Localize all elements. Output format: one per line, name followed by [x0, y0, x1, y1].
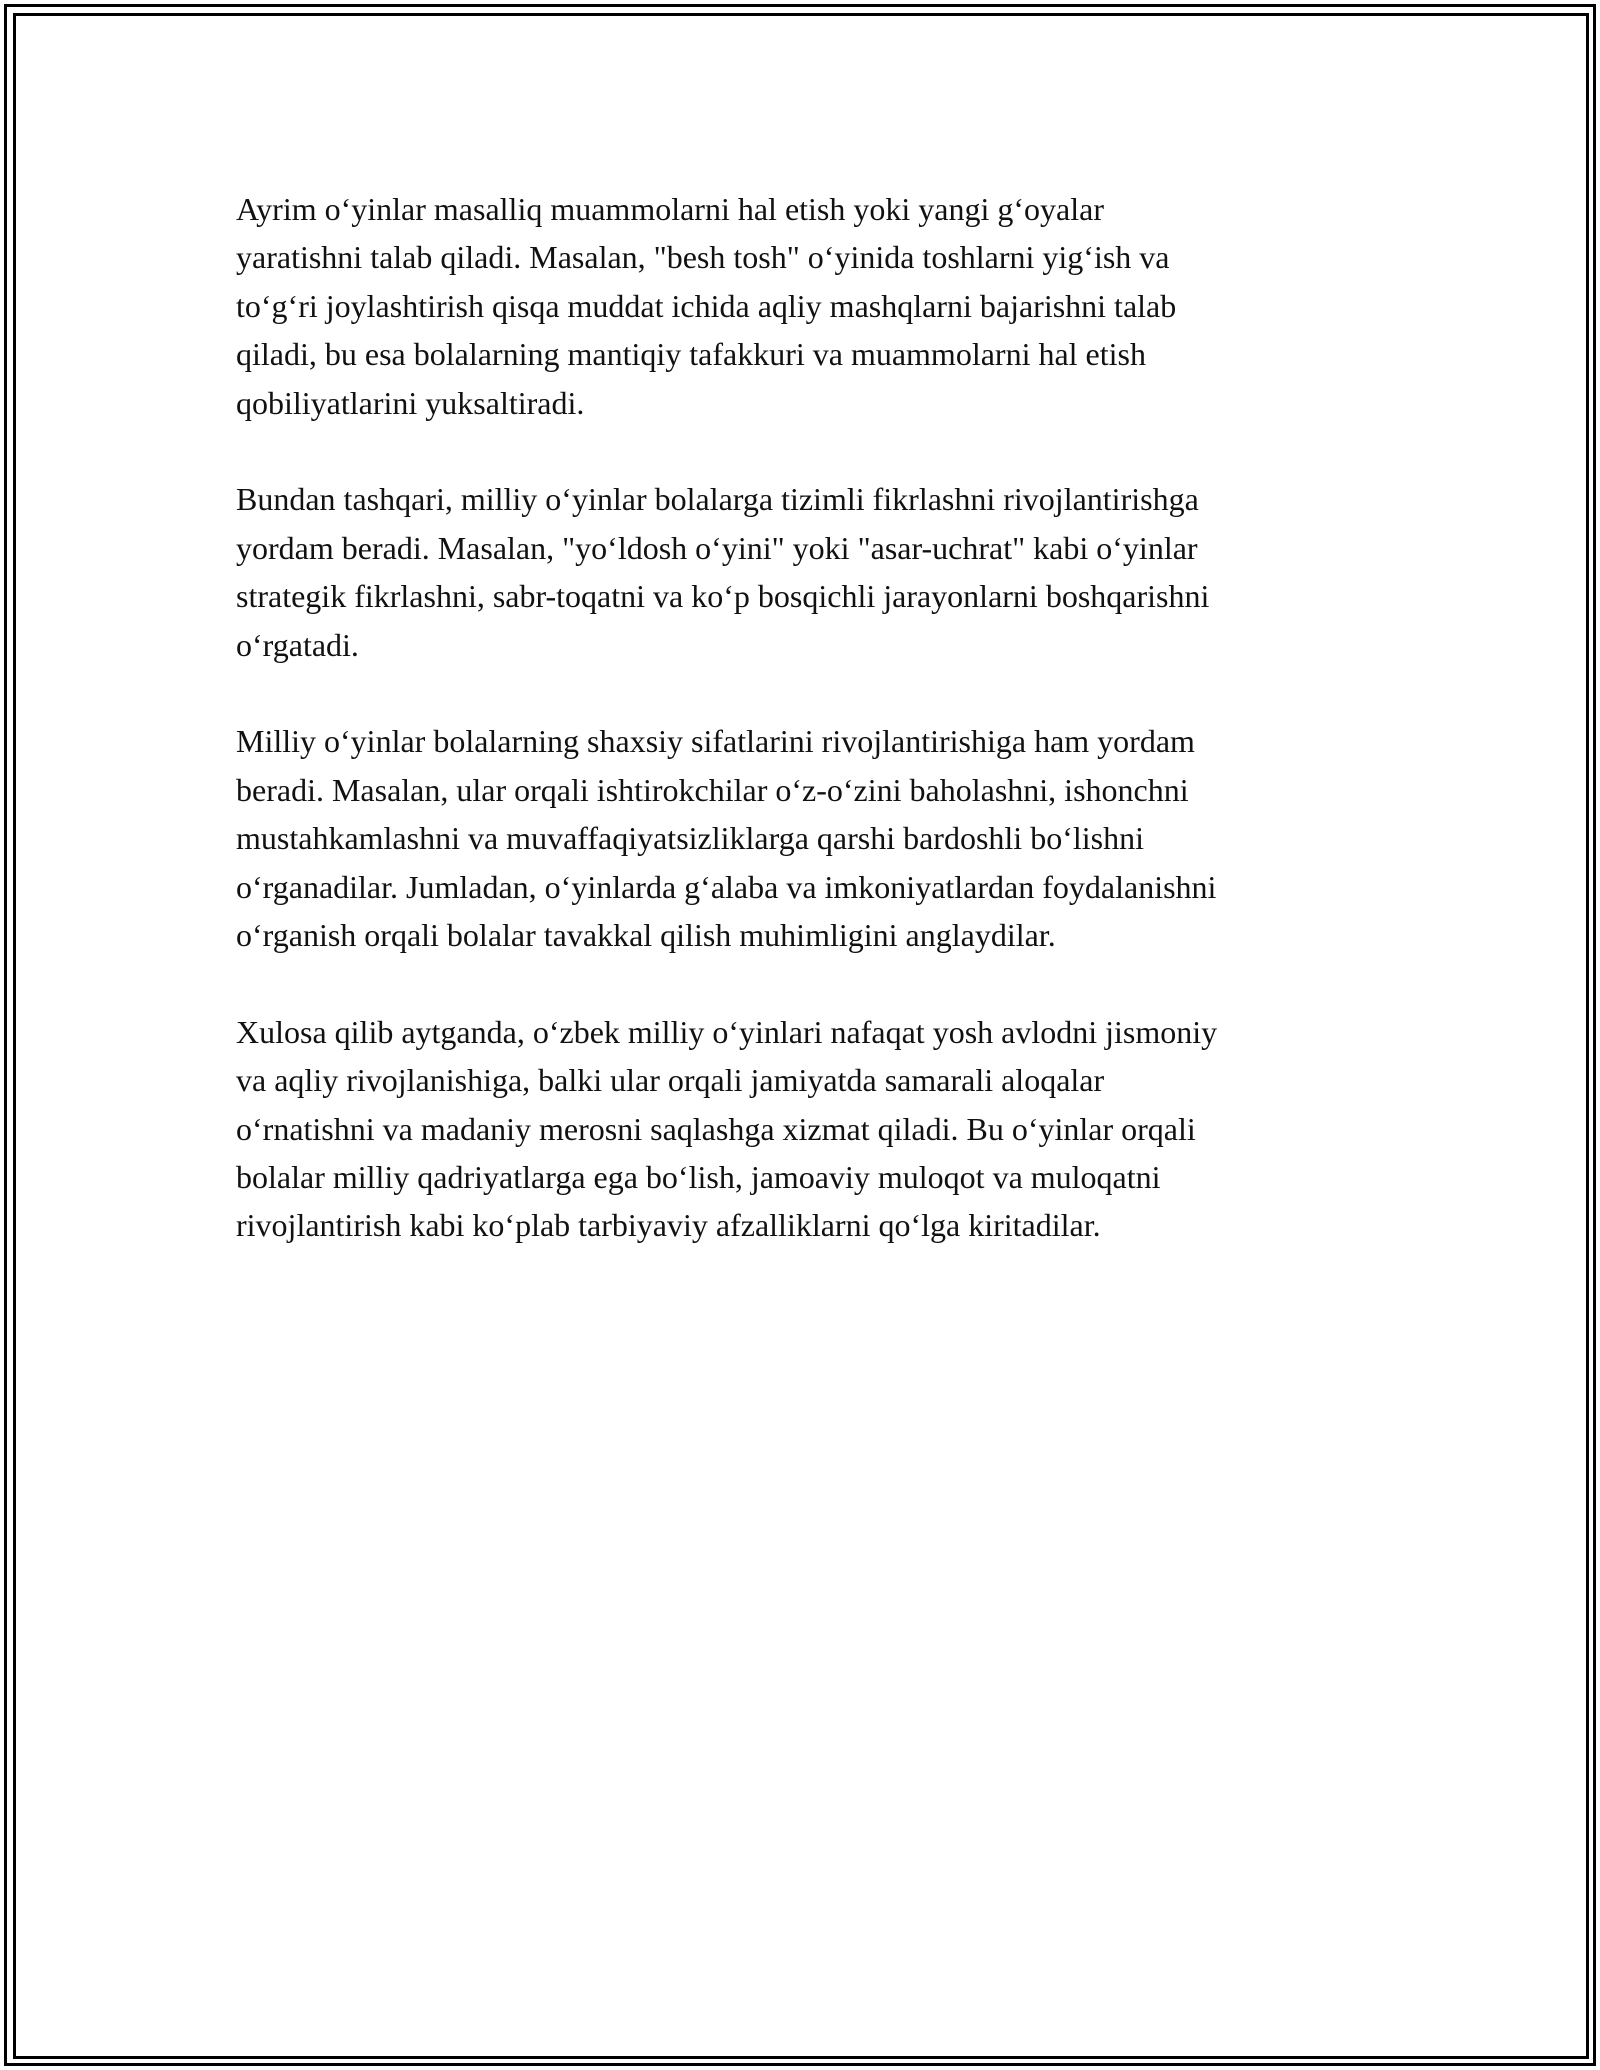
text-line: yaratishni talab qiladi. Masalan, "besh tosh" o‘yinida toshlarni yig‘ish va — [236, 239, 1170, 276]
text-line: qobiliyatlarini yuksaltiradi. — [236, 384, 585, 421]
text-line: bolalar milliy qadriyatlarga ega bo‘lish, jamoaviy muloqot va muloqatni — [236, 1159, 1161, 1196]
paragraph-4 — [236, 1008, 1366, 1250]
text-line: strategik fikrlashni, sabr-toqatni va ko‘p bosqichli jarayonlarni boshqarishni — [236, 578, 1210, 615]
document-body — [236, 185, 1366, 1298]
text-line: yordam beradi. Masalan, "yo‘ldosh o‘yini" yoki "asar-uchrat" kabi o‘yinlar — [236, 529, 1198, 566]
paragraph-3 — [236, 717, 1366, 959]
text-line: rivojlantirish kabi ko‘plab tarbiyaviy afzalliklarni qo‘lga kiritadilar. — [236, 1207, 1101, 1244]
text-line: o‘rganadilar. Jumladan, o‘yinlarda g‘alaba va imkoniyatlardan foydalanishni — [236, 868, 1217, 905]
text-line: qiladi, bu esa bolalarning mantiqiy tafakkuri va muammolarni hal etish — [236, 336, 1146, 373]
text-line: to‘g‘ri joylashtirish qisqa muddat ichida aqliy mashqlarni bajarishni talab — [236, 287, 1177, 324]
text-line: Bundan tashqari, milliy o‘yinlar bolalarga tizimli fikrlashni rivojlantirishga — [236, 481, 1199, 518]
paragraph-2 — [236, 475, 1366, 669]
text-line: Milliy o‘yinlar bolalarning shaxsiy sifatlarini rivojlantirishiga ham yordam — [236, 723, 1195, 760]
text-line: o‘rgatadi. — [236, 626, 359, 663]
text-line: beradi. Masalan, ular orqali ishtirokchilar o‘z-o‘zini baholashni, ishonchni — [236, 771, 1189, 808]
text-line: mustahkamlashni va muvaffaqiyatsizliklarga qarshi bardoshli bo‘lishni — [236, 820, 1144, 857]
text-line: o‘rganish orqali bolalar tavakkal qilish muhimligini anglaydilar. — [236, 917, 1056, 954]
text-line: Ayrim o‘yinlar masalliq muammolarni hal etish yoki yangi g‘oyalar — [236, 191, 1104, 227]
text-line: va aqliy rivojlanishiga, balki ular orqali jamiyatda samarali aloqalar — [236, 1062, 1105, 1099]
paragraph-1 — [236, 185, 1366, 427]
text-line: Xulosa qilib aytganda, o‘zbek milliy o‘yinlari nafaqat yosh avlodni jismoniy — [236, 1013, 1218, 1050]
text-line: o‘rnatishni va madaniy merosni saqlashga xizmat qiladi. Bu o‘yinlar orqali — [236, 1110, 1196, 1147]
